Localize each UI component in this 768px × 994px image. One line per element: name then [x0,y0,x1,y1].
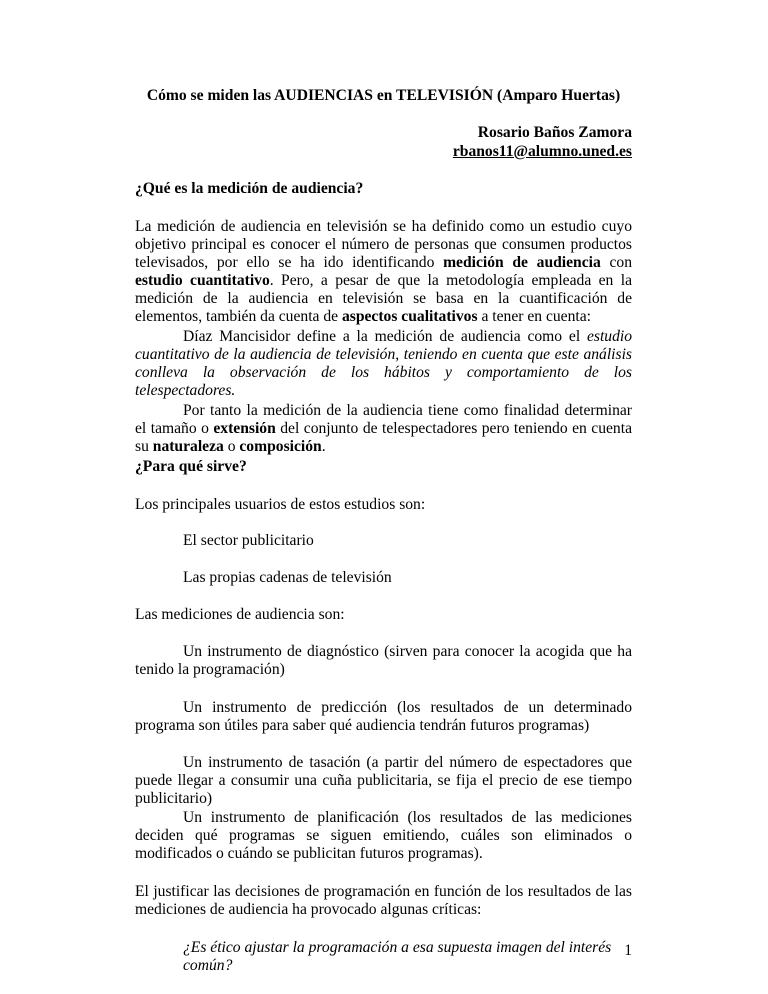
paragraph-users-intro: Los principales usuarios de estos estudios son: [135,496,426,513]
paragraph-criticism: El justificar las decisiones de programación en función de los resultados de las mediciones de audiencia ha provocado algunas críticas: [135,883,632,918]
bold-term: extensión [213,420,276,437]
list-item-instrument: Un instrumento de predicción (los resultados de un determinado programa son útiles para saber qué audiencia tendrán futuros programas) [135,699,632,734]
italic-quote: estudio cuantitativo de la audiencia de televisión, teniendo en cuenta que este análisis conlleva la observación de los hábitos y comportamiento de los telespectadores. [135,328,632,399]
list-item-user: El sector publicitario [183,532,314,549]
list-item-instrument: Un instrumento de planificación (los resultados de las mediciones deciden qué programas se siguen emitiendo, cuáles son eliminados o modificados o cuándo se publicitan futuros programas). [135,809,632,862]
text-run: Díaz Mancisidor define a la medición de audiencia como el [183,328,587,345]
criticism-question: ¿Es ético ajustar la programación a esa supuesta imagen del interés común? [183,939,612,974]
text-run: con [600,254,632,271]
paragraph-purpose [135,402,632,456]
paragraph-definition [135,218,632,326]
text-run: Por tanto la medición de la audiencia tiene como finalidad determinar el tamaño o [135,402,632,437]
bold-term: naturaleza [152,438,224,455]
text-run: a tener en cuenta: [477,308,591,325]
list-item-instrument: Un instrumento de diagnóstico (sirven para conocer la acogida que ha tenido la programación) [135,643,632,678]
document-title: Cómo se miden las AUDIENCIAS en TELEVISIÓN (Amparo Huertas) [146,87,621,104]
text-run: . Pero, a pesar de que la metodología empleada en la medición de la audiencia en televisión se basa en la cuantificación de elementos, también da cuenta de [135,272,632,325]
text-run: o [223,438,240,455]
author-name: Rosario Baños Zamora [477,124,632,141]
heading-what-for: ¿Para qué sirve? [135,458,247,475]
bold-term: aspectos cualitativos [341,308,478,325]
list-item-user: Las propias cadenas de televisión [183,569,392,586]
bold-term: estudio cuantitativo [135,272,270,289]
text-run: . [321,438,326,455]
paragraph-diaz-mancisidor [135,328,632,400]
paragraph-measurements-intro: Las mediciones de audiencia son: [135,606,345,623]
page-number: 1 [624,942,632,959]
bold-term: medición de audiencia [443,254,601,271]
author-email-link[interactable]: rbanos11@alumno.uned.es [452,143,632,160]
heading-what-is: ¿Qué es la medición de audiencia? [135,180,364,197]
bold-term: composición [239,438,322,455]
list-item-instrument: Un instrumento de tasación (a partir del número de espectadores que puede llegar a consumir una cuña publicitaria, se fija el precio de ese tiempo publicitario) [135,754,632,807]
text-run: La medición de audiencia en televisión se ha definido como un estudio cuyo objetivo principal es conocer el número de personas que consumen productos televisados, por ello se ha ido identificando [135,218,632,271]
text-run: del conjunto de telespectadores pero teniendo en cuenta su [135,420,632,455]
